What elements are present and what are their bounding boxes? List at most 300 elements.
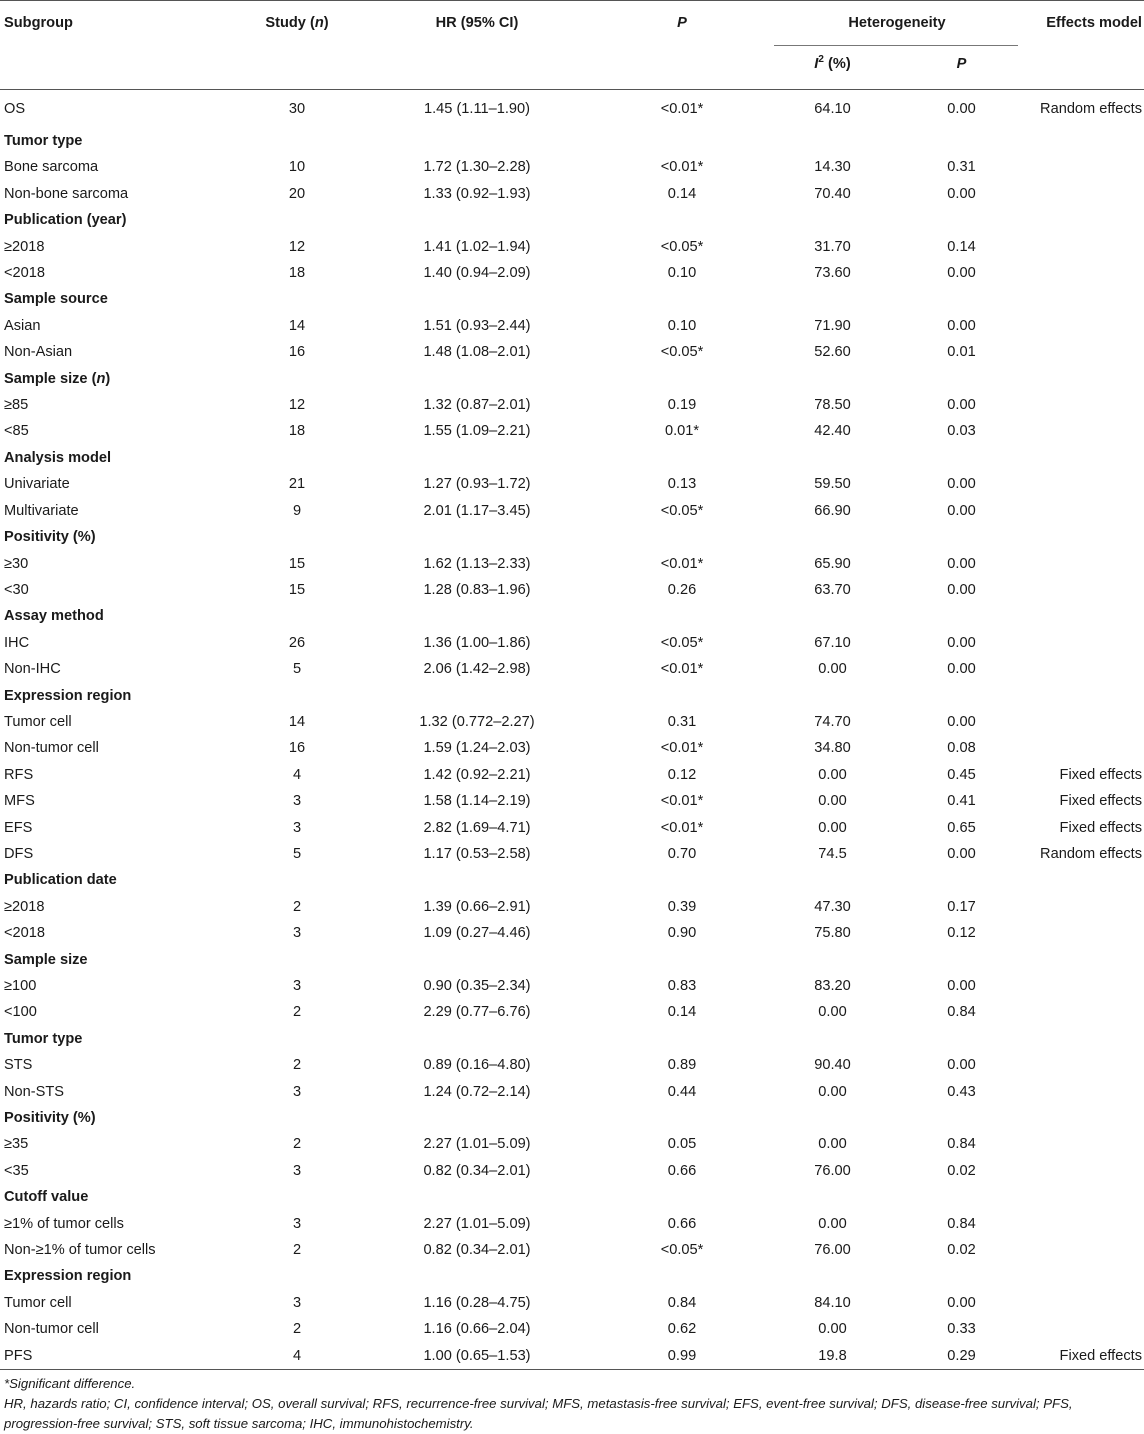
i2-value: 73.60	[814, 265, 851, 282]
row-label: ≥2018	[4, 238, 45, 255]
effects-model	[1026, 1079, 1144, 1105]
row-label: EFS	[4, 819, 33, 836]
table-row	[0, 1131, 1144, 1157]
table-row	[0, 1343, 1144, 1370]
effects-model	[1026, 1316, 1144, 1342]
i2-value: 67.10	[814, 634, 851, 651]
heterogeneity-p-value: 0.65	[947, 819, 976, 836]
study-count: 16	[288, 344, 306, 361]
hazard-ratio: 1.27 (0.93–1.72)	[423, 476, 531, 493]
heterogeneity-p-value: 0.08	[947, 740, 976, 757]
table-header	[0, 1, 1144, 90]
hazard-ratio: 1.00 (0.65–1.53)	[423, 1347, 531, 1364]
table-row	[0, 1052, 1144, 1078]
heterogeneity-p-value: 0.00	[947, 978, 976, 994]
i2-value: 47.30	[814, 898, 851, 915]
heterogeneity-p-value: 0.14	[947, 238, 976, 255]
p-value: 0.05	[667, 1136, 697, 1153]
row-label: Non-tumor cell	[4, 740, 99, 757]
hazard-ratio: 2.27 (1.01–5.09)	[423, 1136, 531, 1153]
study-count: 30	[288, 101, 306, 117]
table-row	[0, 154, 1144, 180]
p-value: 0.01*	[664, 423, 700, 440]
row-label: ≥100	[4, 978, 37, 994]
heterogeneity-p-value: 0.12	[947, 925, 976, 942]
heterogeneity-rule	[774, 45, 1018, 46]
study-count: 3	[292, 1083, 302, 1100]
group-header-row	[0, 366, 1144, 392]
table-row	[0, 656, 1144, 682]
group-header-row	[0, 1105, 1144, 1131]
p-value: <0.01*	[660, 101, 704, 117]
group-label: Positivity (%)	[4, 1110, 96, 1127]
row-label: <35	[4, 1162, 29, 1179]
footnote-abbreviations: HR, hazards ratio; CI, confidence interval; OS, overall survival; RFS, recurrence-free survival; MFS, metastasis-free survival; EFS, event-free survival; DFS, disease-free survival; PFS, progression-free survival; STS, soft tissue sarcoma; IHC, immunohistochemistry.	[4, 1396, 1073, 1432]
study-count: 12	[288, 397, 306, 414]
table-row	[0, 1211, 1144, 1237]
table-body	[0, 90, 1144, 1370]
group-label: Analysis model	[4, 449, 112, 466]
effects-model	[1026, 392, 1144, 418]
study-count: 20	[288, 185, 306, 202]
i2-value: 19.8	[818, 1347, 847, 1364]
table-row	[0, 234, 1144, 260]
study-count: 5	[292, 661, 302, 678]
group-label: Assay method	[4, 608, 104, 625]
table-row	[0, 920, 1144, 946]
group-label: Sample size (n)	[4, 370, 111, 387]
study-count: 3	[292, 819, 302, 836]
hazard-ratio: 1.16 (0.28–4.75)	[423, 1294, 531, 1311]
study-count: 26	[288, 634, 306, 651]
table-row	[0, 339, 1144, 365]
hazard-ratio: 1.32 (0.87–2.01)	[423, 397, 531, 414]
effects-model	[1026, 973, 1144, 999]
row-label: Univariate	[4, 476, 70, 493]
p-value: <0.05*	[660, 634, 704, 651]
i2-value: 84.10	[814, 1294, 851, 1311]
heterogeneity-p-value: 0.02	[947, 1162, 976, 1179]
effects-model	[1026, 154, 1144, 180]
table-row	[0, 894, 1144, 920]
hazard-ratio: 1.39 (0.66–2.91)	[423, 898, 531, 915]
hazard-ratio: 1.42 (0.92–2.21)	[423, 766, 531, 783]
group-label: Sample source	[4, 291, 108, 308]
hazard-ratio: 0.82 (0.34–2.01)	[423, 1162, 531, 1179]
group-label: Expression region	[4, 687, 132, 704]
table-row	[0, 1158, 1144, 1184]
heterogeneity-p-value: 0.31	[947, 159, 976, 176]
p-value: 0.84	[667, 1294, 697, 1311]
effects-model	[1026, 1237, 1144, 1263]
p-value: 0.26	[667, 581, 697, 598]
heterogeneity-p-value: 0.00	[947, 845, 976, 862]
effects-model	[1026, 894, 1144, 920]
effects-model: Random effects	[1040, 101, 1142, 117]
table-row	[0, 551, 1144, 577]
hazard-ratio: 1.48 (1.08–2.01)	[423, 344, 531, 361]
heterogeneity-p-value: 0.01	[947, 344, 976, 361]
table-row	[0, 999, 1144, 1025]
hazard-ratio: 2.01 (1.17–3.45)	[423, 502, 531, 519]
table-row	[0, 841, 1144, 867]
i2-value: 59.50	[814, 476, 851, 493]
row-label: <2018	[4, 925, 45, 942]
hazard-ratio: 1.41 (1.02–1.94)	[423, 238, 531, 255]
i2-value: 0.00	[818, 1215, 847, 1232]
study-count: 4	[292, 766, 302, 783]
study-count: 2	[292, 1004, 302, 1021]
row-label: <100	[4, 1004, 37, 1021]
p-value: 0.66	[667, 1162, 697, 1179]
heterogeneity-p-value: 0.45	[947, 766, 976, 783]
header-p-heterogeneity: P	[956, 56, 967, 72]
heterogeneity-p-value: 0.41	[947, 793, 976, 810]
study-count: 14	[288, 713, 306, 730]
row-label: Bone sarcoma	[4, 159, 99, 176]
table-row	[0, 577, 1144, 603]
hazard-ratio: 2.29 (0.77–6.76)	[423, 1004, 531, 1021]
table-row	[0, 181, 1144, 207]
table-row	[0, 1316, 1144, 1342]
effects-model	[1026, 260, 1144, 286]
table-row	[0, 392, 1144, 418]
i2-value: 0.00	[818, 1321, 847, 1338]
effects-model: Fixed effects	[1059, 1347, 1142, 1364]
study-count: 3	[292, 925, 302, 942]
i2-value: 65.90	[814, 555, 851, 572]
hazard-ratio: 1.16 (0.66–2.04)	[423, 1321, 531, 1338]
row-label: <2018	[4, 265, 45, 282]
row-label: Non-bone sarcoma	[4, 185, 129, 202]
i2-value: 42.40	[814, 423, 851, 440]
group-header-row	[0, 1026, 1144, 1052]
i2-value: 76.00	[814, 1242, 851, 1259]
study-count: 14	[288, 317, 306, 334]
i2-value: 14.30	[814, 159, 851, 176]
i2-value: 0.00	[818, 1136, 847, 1153]
hazard-ratio: 1.51 (0.93–2.44)	[423, 317, 531, 334]
study-count: 10	[288, 159, 306, 176]
group-label: Publication (year)	[4, 212, 127, 229]
effects-model	[1026, 577, 1144, 603]
hazard-ratio: 1.28 (0.83–1.96)	[423, 581, 531, 598]
hazard-ratio: 1.33 (0.92–1.93)	[423, 185, 531, 202]
table-row	[0, 709, 1144, 735]
row-label: Multivariate	[4, 502, 79, 519]
p-value: 0.14	[667, 185, 697, 202]
effects-model: Fixed effects	[1059, 793, 1142, 810]
i2-value: 75.80	[814, 925, 851, 942]
row-label: OS	[4, 101, 26, 117]
row-label: IHC	[4, 634, 30, 651]
i2-value: 0.00	[818, 819, 847, 836]
heterogeneity-p-value: 0.84	[947, 1004, 976, 1021]
group-label: Positivity (%)	[4, 529, 96, 546]
group-header-row	[0, 207, 1144, 233]
heterogeneity-p-value: 0.00	[947, 713, 976, 730]
heterogeneity-p-value: 0.29	[947, 1347, 976, 1364]
p-value: 0.10	[667, 317, 697, 334]
row-label: ≥30	[4, 555, 29, 572]
group-label: Tumor type	[4, 1030, 83, 1047]
p-value: 0.66	[667, 1215, 697, 1232]
i2-value: 0.00	[818, 661, 847, 678]
row-label: Non-STS	[4, 1083, 65, 1100]
header-effects-model: Effects model	[1046, 15, 1142, 31]
p-value: 0.19	[667, 397, 697, 414]
header-subgroup: Subgroup	[4, 15, 73, 31]
row-label: <85	[4, 423, 29, 440]
group-header-row	[0, 1263, 1144, 1289]
study-count: 15	[288, 555, 306, 572]
study-count: 15	[288, 581, 306, 598]
table-row	[0, 1237, 1144, 1263]
i2-value: 78.50	[814, 397, 851, 414]
effects-model	[1026, 709, 1144, 735]
table-footnotes	[0, 1370, 1144, 1434]
i2-value: 90.40	[814, 1057, 851, 1074]
study-count: 3	[292, 1215, 302, 1232]
effects-model	[1026, 1290, 1144, 1316]
table-row	[0, 418, 1144, 444]
study-count: 2	[292, 1321, 302, 1338]
group-header-row	[0, 524, 1144, 550]
group-label: Cutoff value	[4, 1189, 89, 1206]
effects-model	[1026, 735, 1144, 761]
row-label: Asian	[4, 317, 41, 334]
p-value: 0.83	[667, 978, 697, 994]
heterogeneity-p-value: 0.00	[947, 185, 976, 202]
p-value: <0.05*	[660, 344, 704, 361]
hazard-ratio: 2.27 (1.01–5.09)	[423, 1215, 531, 1232]
p-value: 0.99	[667, 1347, 697, 1364]
p-value: <0.01*	[660, 819, 704, 836]
row-label: Non-≥1% of tumor cells	[4, 1242, 156, 1259]
heterogeneity-p-value: 0.00	[947, 101, 976, 117]
i2-value: 70.40	[814, 185, 851, 202]
study-count: 2	[292, 1057, 302, 1074]
group-header-row	[0, 128, 1144, 154]
hazard-ratio: 1.09 (0.27–4.46)	[423, 925, 531, 942]
effects-model	[1026, 1131, 1144, 1157]
heterogeneity-p-value: 0.00	[947, 502, 976, 519]
p-value: 0.44	[667, 1083, 697, 1100]
effects-model: Fixed effects	[1059, 766, 1142, 783]
hazard-ratio: 1.55 (1.09–2.21)	[423, 423, 531, 440]
row-label: Tumor cell	[4, 713, 72, 730]
heterogeneity-p-value: 0.00	[947, 661, 976, 678]
effects-model	[1026, 1158, 1144, 1184]
p-value: <0.01*	[660, 661, 704, 678]
effects-model	[1026, 339, 1144, 365]
hazard-ratio: 1.62 (1.13–2.33)	[423, 555, 531, 572]
table-row	[0, 1290, 1144, 1316]
i2-value: 0.00	[818, 1083, 847, 1100]
heterogeneity-p-value: 0.84	[947, 1215, 976, 1232]
study-count: 2	[292, 1242, 302, 1259]
i2-value: 74.5	[818, 845, 847, 862]
study-count: 18	[288, 423, 306, 440]
row-label: DFS	[4, 845, 34, 862]
i2-value: 83.20	[814, 978, 851, 994]
heterogeneity-p-value: 0.00	[947, 317, 976, 334]
hazard-ratio: 1.72 (1.30–2.28)	[423, 159, 531, 176]
study-count: 5	[292, 845, 302, 862]
group-header-row	[0, 445, 1144, 471]
group-header-row	[0, 603, 1144, 629]
group-header-row	[0, 947, 1144, 973]
hazard-ratio: 1.17 (0.53–2.58)	[423, 845, 531, 862]
heterogeneity-p-value: 0.00	[947, 265, 976, 282]
group-header-row	[0, 286, 1144, 312]
p-value: 0.12	[667, 766, 697, 783]
effects-model: Fixed effects	[1059, 819, 1142, 836]
heterogeneity-p-value: 0.00	[947, 1057, 976, 1074]
row-label: MFS	[4, 793, 35, 810]
group-label: Publication date	[4, 872, 117, 889]
i2-value: 76.00	[814, 1162, 851, 1179]
heterogeneity-p-value: 0.84	[947, 1136, 976, 1153]
i2-value: 31.70	[814, 238, 851, 255]
p-value: 0.39	[667, 898, 697, 915]
hazard-ratio: 2.06 (1.42–2.98)	[423, 661, 531, 678]
hazard-ratio: 1.40 (0.94–2.09)	[423, 265, 531, 282]
heterogeneity-p-value: 0.00	[947, 581, 976, 598]
row-label: ≥35	[4, 1136, 29, 1153]
p-value: <0.05*	[660, 1242, 704, 1259]
header-row-2	[0, 45, 1144, 90]
study-count: 2	[292, 1136, 302, 1153]
effects-model	[1026, 656, 1144, 682]
study-count: 3	[292, 978, 302, 994]
i2-value: 0.00	[818, 766, 847, 783]
group-header-row	[0, 867, 1144, 893]
table-row	[0, 471, 1144, 497]
study-count: 12	[288, 238, 306, 255]
group-header-row	[0, 683, 1144, 709]
table-row	[0, 260, 1144, 286]
row-label: ≥2018	[4, 898, 45, 915]
effects-model	[1026, 999, 1144, 1025]
effects-model	[1026, 418, 1144, 444]
p-value: <0.01*	[660, 793, 704, 810]
table-row	[0, 788, 1144, 814]
header-hr: HR (95% CI)	[435, 15, 519, 31]
table-row	[0, 973, 1144, 999]
study-count: 3	[292, 793, 302, 810]
p-value: 0.90	[667, 925, 697, 942]
p-value: 0.14	[667, 1004, 697, 1021]
row-label: ≥85	[4, 397, 29, 414]
i2-value: 63.70	[814, 581, 851, 598]
header-p: P	[677, 15, 687, 31]
row-label: <30	[4, 581, 29, 598]
study-count: 9	[292, 502, 302, 519]
effects-model	[1026, 1052, 1144, 1078]
effects-model	[1026, 471, 1144, 497]
effects-model	[1026, 630, 1144, 656]
row-label: Tumor cell	[4, 1294, 72, 1311]
heterogeneity-p-value: 0.00	[947, 555, 976, 572]
hazard-ratio: 1.59 (1.24–2.03)	[423, 740, 531, 757]
heterogeneity-p-value: 0.02	[947, 1242, 976, 1259]
effects-model	[1026, 313, 1144, 339]
effects-model	[1026, 1211, 1144, 1237]
heterogeneity-p-value: 0.00	[947, 634, 976, 651]
effects-model: Random effects	[1040, 845, 1142, 862]
i2-value: 52.60	[814, 344, 851, 361]
i2-value: 64.10	[814, 101, 851, 117]
table-row	[0, 735, 1144, 761]
header-study: Study (n)	[265, 15, 329, 31]
effects-model	[1026, 234, 1144, 260]
header-heterogeneity: Heterogeneity	[768, 1, 1026, 46]
hazard-ratio: 1.24 (0.72–2.14)	[423, 1083, 531, 1100]
i2-value: 66.90	[814, 502, 851, 519]
group-label: Expression region	[4, 1268, 132, 1285]
i2-value: 71.90	[814, 317, 851, 334]
row-label: PFS	[4, 1347, 33, 1364]
heterogeneity-p-value: 0.17	[947, 898, 976, 915]
row-label: Non-IHC	[4, 661, 61, 678]
effects-model	[1026, 920, 1144, 946]
hazard-ratio: 1.32 (0.772–2.27)	[419, 713, 535, 730]
table-row	[0, 1079, 1144, 1105]
table-row	[0, 313, 1144, 339]
p-value: <0.01*	[660, 740, 704, 757]
row-label: RFS	[4, 766, 34, 783]
p-value: 0.31	[667, 713, 697, 730]
table-row	[0, 630, 1144, 656]
i2-value: 0.00	[818, 1004, 847, 1021]
i2-value: 0.00	[818, 793, 847, 810]
heterogeneity-p-value: 0.33	[947, 1321, 976, 1338]
i2-value: 74.70	[814, 713, 851, 730]
p-value: <0.05*	[660, 238, 704, 255]
effects-model	[1026, 181, 1144, 207]
p-value: 0.70	[667, 845, 697, 862]
study-count: 2	[292, 898, 302, 915]
table-row	[0, 498, 1144, 524]
effects-model	[1026, 551, 1144, 577]
header-row-1	[0, 1, 1144, 46]
hazard-ratio: 0.90 (0.35–2.34)	[423, 978, 531, 994]
p-value: 0.89	[667, 1057, 697, 1074]
hazard-ratio: 1.45 (1.11–1.90)	[423, 101, 531, 117]
study-count: 4	[292, 1347, 302, 1364]
heterogeneity-p-value: 0.43	[947, 1083, 976, 1100]
study-count: 3	[292, 1294, 302, 1311]
study-count: 3	[292, 1162, 302, 1179]
p-value: 0.62	[667, 1321, 697, 1338]
p-value: <0.01*	[660, 159, 704, 176]
p-value: <0.05*	[660, 502, 704, 519]
row-label: STS	[4, 1057, 33, 1074]
heterogeneity-p-value: 0.00	[947, 476, 976, 493]
row-label: ≥1% of tumor cells	[4, 1215, 124, 1232]
table-row	[0, 90, 1144, 129]
table-row	[0, 762, 1144, 788]
heterogeneity-p-value: 0.00	[947, 397, 976, 414]
study-count: 21	[288, 476, 306, 493]
study-count: 16	[288, 740, 306, 757]
effects-model	[1026, 498, 1144, 524]
hazard-ratio: 2.82 (1.69–4.71)	[423, 819, 531, 836]
group-header-row	[0, 1184, 1144, 1210]
hazard-ratio: 1.36 (1.00–1.86)	[423, 634, 531, 651]
row-label: Non-Asian	[4, 344, 73, 361]
